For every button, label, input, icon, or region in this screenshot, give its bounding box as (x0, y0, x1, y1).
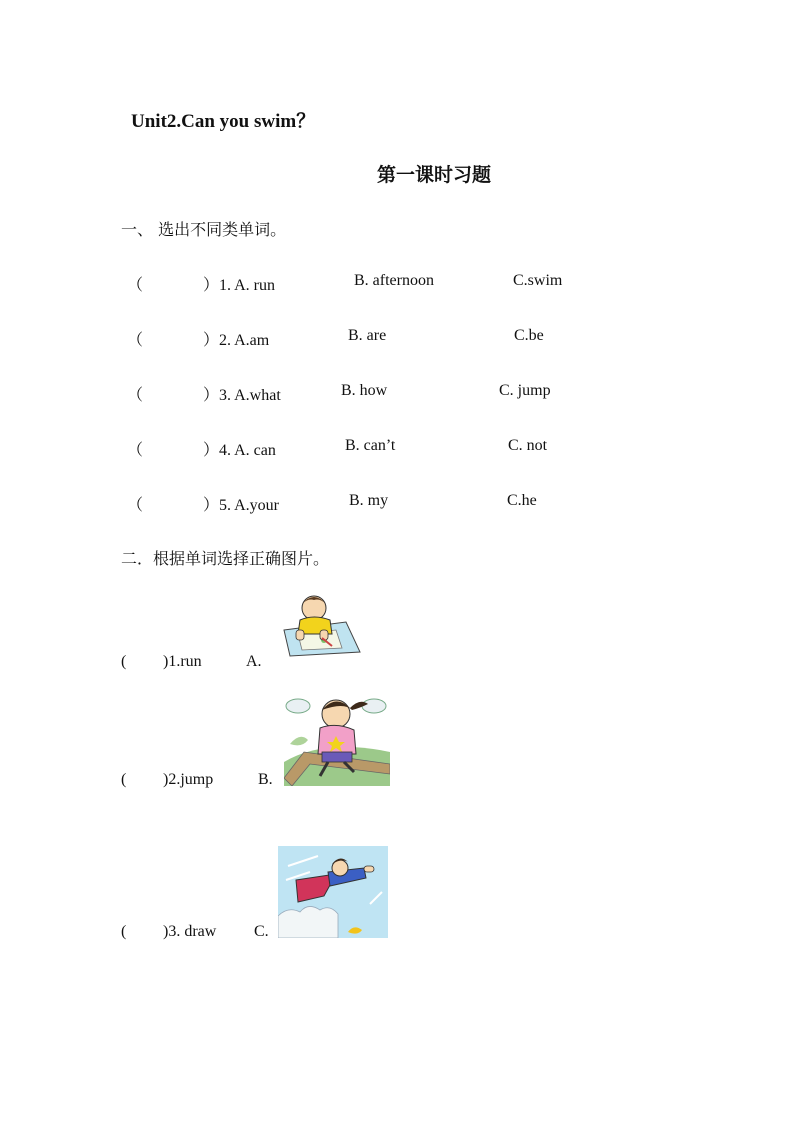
question-4-option-c: C. not (508, 437, 548, 454)
question-1-option-c: C.swim (513, 272, 563, 289)
option-letter-c: C. (254, 923, 269, 940)
question-3-option-b: B. how (341, 382, 388, 399)
match-item-run: )1.run (163, 653, 202, 670)
lesson-subtitle: 第一课时习题 (377, 164, 492, 186)
question-4-option-a: ）4. A. can (203, 442, 276, 459)
question-2-option-c: C.be (514, 327, 544, 344)
answer-paren: ( (121, 653, 127, 670)
question-1-option-a: ）1. A. run (203, 277, 276, 294)
question-5-option-c: C.he (507, 492, 537, 509)
question-1-option-b: B. afternoon (354, 272, 434, 289)
section1-heading: 一、 选出不同类单词。 (121, 220, 287, 239)
answer-paren: （ (127, 497, 144, 514)
question-3-option-c: C. jump (499, 382, 551, 399)
answer-paren: ( (121, 923, 127, 940)
question-3-option-a: ）3. A.what (203, 387, 281, 404)
answer-paren: ( (121, 771, 127, 788)
question-5-option-a: ）5. A.your (203, 497, 280, 514)
answer-paren: （ (127, 387, 144, 404)
match-item-draw: )3. draw (163, 923, 217, 940)
question-2-option-b: B. are (348, 327, 387, 344)
option-letter-a: A. (246, 653, 262, 670)
section2-heading: 二．根据单词选择正确图片。 (121, 549, 330, 568)
girl-running-picture (284, 692, 390, 786)
question-4-option-b: B. can’t (345, 437, 396, 454)
option-letter-b: B. (258, 771, 273, 788)
question-2-option-a: ）2. A.am (203, 332, 270, 349)
girl-flying-picture (278, 846, 388, 938)
answer-paren: （ (127, 442, 144, 459)
page-title: Unit2.Can you swim？ (131, 111, 316, 132)
answer-paren: （ (127, 277, 144, 294)
boy-drawing-picture (276, 590, 366, 660)
answer-paren: （ (127, 332, 144, 349)
match-item-jump: )2.jump (163, 771, 214, 788)
question-5-option-b: B. my (349, 492, 389, 509)
